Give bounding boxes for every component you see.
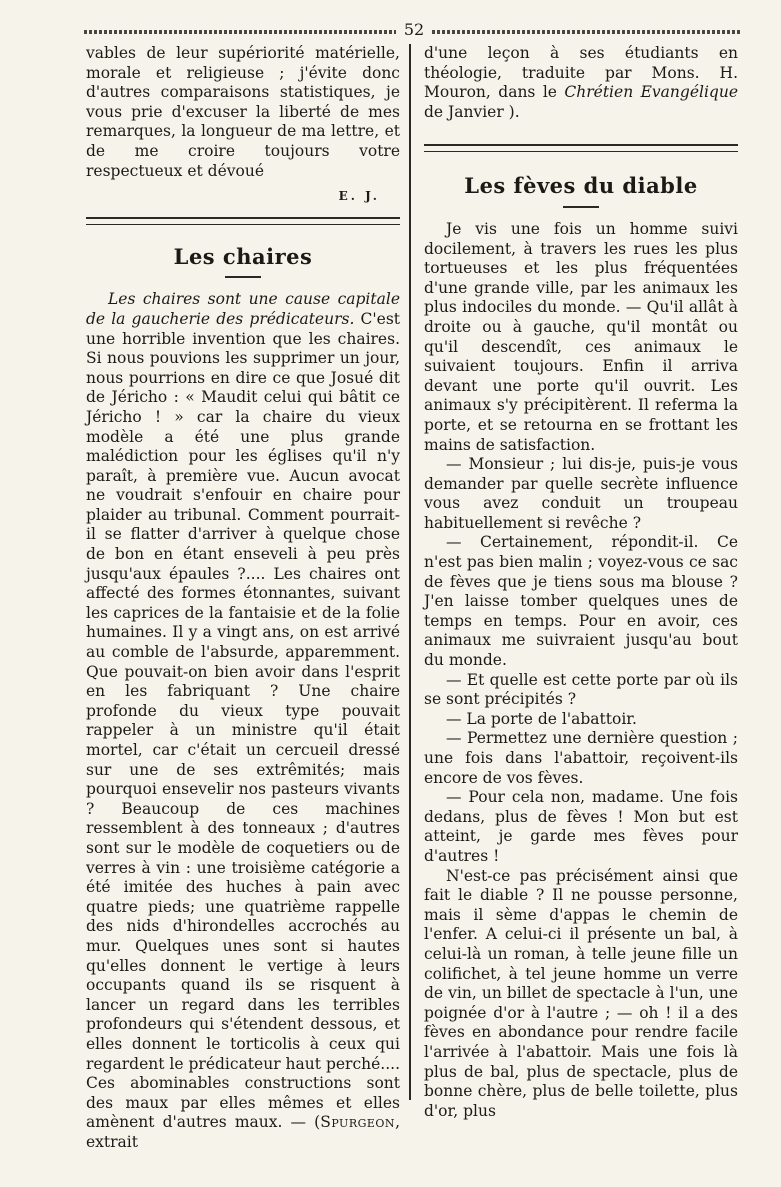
left-column (86, 44, 400, 1152)
source-continuation (424, 44, 738, 122)
title-dash (563, 206, 599, 208)
article-tail: , extrait (86, 1113, 400, 1151)
header-ornament-right (432, 30, 740, 34)
article-text: C'est une horrible invention que les chaires. Si nous pouvions les supprimer un jour, nous pourrions en dire ce que Josué dit de Jéricho : « Maudit celui qui bâtit ce Jéricho ! » car la chaire du vieux modèle a été une plus grande malédiction pour les églises qu'il n'y paraît, à première vue. Aucun avocat ne voudrait s'enfouir en chaire pour plaider au tribunal. Comment pourrait-il se flatter d'arriver à quelque chose de bon en étant enseveli à peu près jusqu'aux épaules ?.... Les chaires ont affecté des formes étonnantes, suivant les caprices de la fantaisie et de la folie humaines. Il y a vingt ans, on est arrivé au comble de l'absurde, apparemment. Que pouvait-on bien avoir dans l'esprit en les fabriquant ? Une chaire profonde du vieux type pouvait rappeler à un ministre qu'il était mortel, car c'était un cercueil dressé sur une de ses extrêmités; mais pourquoi ensevelir nos pasteurs vivants ? Beaucoup de ces machines ressemblent à des tonneaux ; d'autres sont sur le modèle de coquetiers ou de verres à vin : une troisième catégorie a été imitée des huches à pain avec quatre pieds; une quatrième rappelle des nids d'hirondelles accrochés au mur. Quelques unes sont si hautes qu'elles donnent le vertige à leurs occupants quand ils se risquent à lancer un regard dans les terribles profondeurs qui s'étendent dessous, et elles donnent le torticolis à ceux qui regardent le prédicateur haut perché.... Ces abominables constructions sont des maux par elles mêmes et elles amènent d'autres maux. — ( (86, 309, 401, 1132)
paragraph: — Monsieur ; lui dis-je, puis-je vous demander par quelle secrète influence vous avez conduit un troupeau habituellement si revêche ? (424, 455, 738, 532)
paragraph: — Pour cela non, madame. Une fois dedans, plus de fèves ! Mon but est atteint, je garde mes fèves pour d'autres ! (424, 788, 738, 865)
section-divider (424, 144, 738, 152)
paragraph: — Et quelle est cette porte par où ils se sont précipités ? (424, 670, 738, 709)
paragraph: — La porte de l'abattoir. (446, 709, 637, 728)
paragraph: N'est-ce pas précisément ainsi que fait le diable ? Il ne pousse personne, mais il sème d'appas le chemin de l'enfer. A celui-ci il présente un bal, à celui-là un roman, à telle jeune fille un colifichet, à tel jeune homme un verre de vin, un billet de spectacle à l'un, une poignée d'or à l'autre ; — oh ! il a des fèves en abondance pour rendre facile l'arrivée à l'abattoir. Mais une fois là plus de bal, plus de spectacle, plus de bonne chère, plus de belle toilette, plus d'or, plus (424, 866, 738, 1120)
article-author: Spurgeon (320, 1113, 396, 1132)
right-column (424, 44, 738, 1121)
paragraph: — Certainement, répondit-il. Ce n'est pas bien malin ; voyez-vous ce sac de fèves que je tiens sous ma blouse ? J'en laisse tomber quelques unes de temps en temps. Pour en avoir, ces animaux me suivraient jusqu'au bout du monde. (424, 533, 738, 670)
letter-continuation: vables de leur supériorité matérielle, morale et religieuse ; j'évite donc d'autres comparaisons statistiques, je vous prie d'excuser la liberté de mes remarques, la longueur de ma lettre, et de me croire toujours votre respectueux et dévoué (86, 44, 400, 180)
source-text: d'une leçon à ses étudiants en théologie, traduite par Mons. H. Mouron, dans le (424, 44, 738, 102)
column-divider (409, 44, 411, 1100)
title-dash (225, 276, 261, 278)
article-body-chaires (86, 290, 400, 1152)
page-number: 52 (403, 20, 425, 39)
letter-signature: E. J. (338, 189, 380, 204)
paragraph: — Permettez une dernière question ; une fois dans l'abattoir, reçoivent-ils encore de vos fèves. (424, 729, 738, 787)
page-header (84, 20, 740, 44)
article-title-chaires: Les chaires (173, 243, 313, 269)
source-publication: Chrétien Evangélique (564, 83, 738, 102)
source-tail: de Janvier ). (424, 102, 520, 121)
section-divider (86, 217, 400, 225)
article-title-feves: Les fèves du diable (464, 173, 698, 199)
article-lead: Les chaires sont une cause capitale de la gaucherie des prédicateurs. (86, 290, 400, 328)
paragraph: Je vis une fois un homme suivi docilement, à travers les rues les plus tortueuses et les plus fréquentées d'une grande ville, par les animaux les plus indociles du monde. — Qu'il allât à droite ou à gauche, qu'il montât ou qu'il descendît, ces animaux le suivaient toujours. Enfin il arriva devant une porte qu'il ouvrit. Les animaux s'y précipitèrent. Il referma la porte, et se retourna en se frottant les mains de satisfaction. (424, 219, 738, 454)
header-ornament-left (84, 30, 396, 34)
